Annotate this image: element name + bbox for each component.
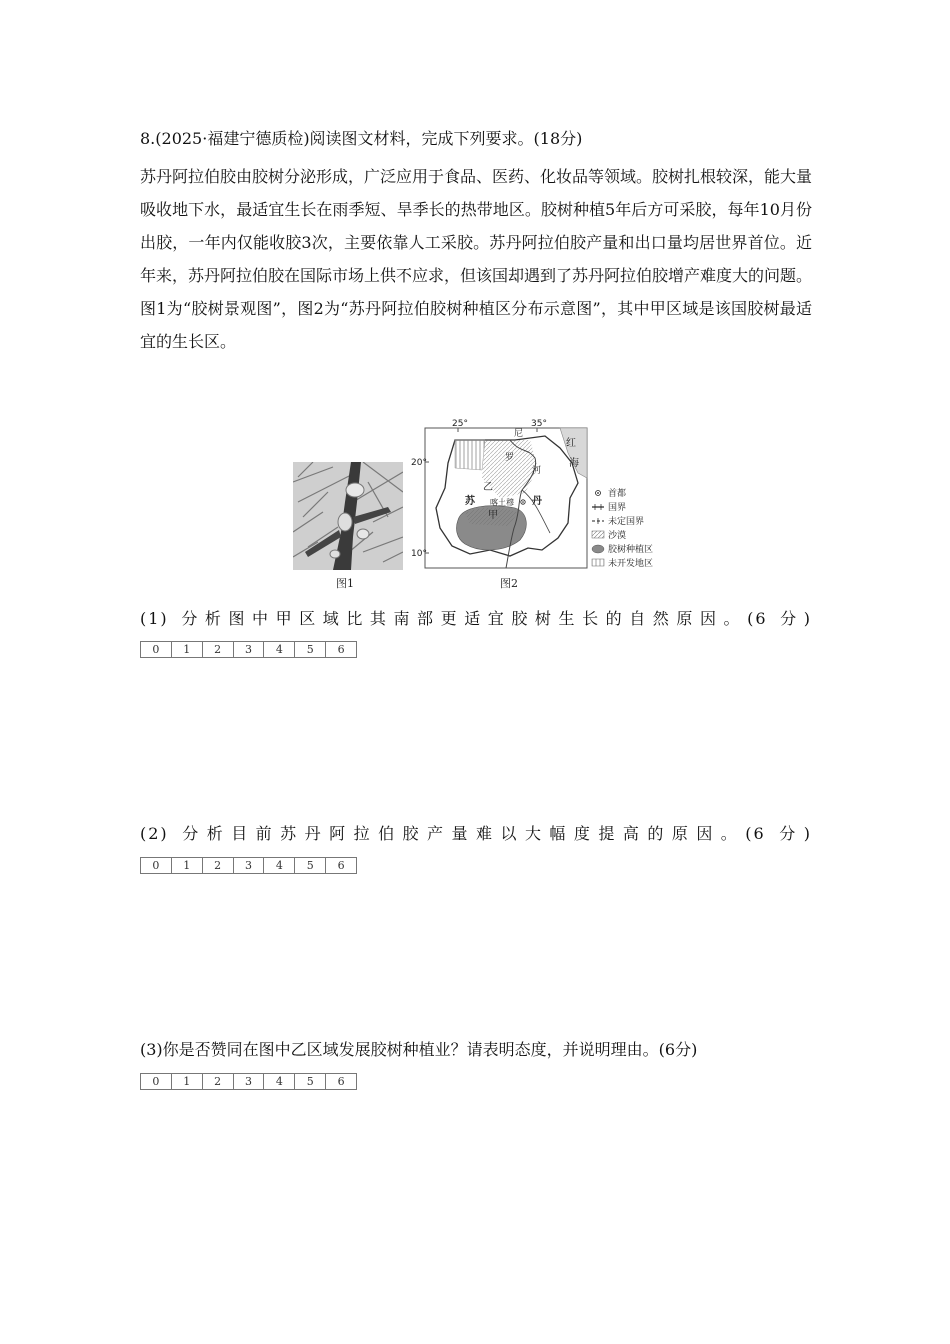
question-passage: 苏丹阿拉伯胶由胶树分泌形成，广泛应用于食品、医药、化妆品等领域。胶树扎根较深，能大量吸收地下水，最适宜生长在雨季短、旱季长的热带地区。胶树种植5年后方可采胶，每年10月份出胶，一年内仅能收胶3次，主要依靠人工采胶。苏丹阿拉伯胶产量和出口量均居世界首位。近年来，苏丹阿拉伯胶在国际市场上供不应求，但该国却遇到了苏丹阿拉伯胶增产难度大的问题。图1为“胶树景观图”，图2为“苏丹阿拉伯胶树种植区分布示意图”，其中甲区域是该国胶树最适宜的生长区。 — [140, 167, 813, 351]
legend-undefined-border: 未定国界 — [608, 517, 645, 527]
label-he: 河 — [532, 466, 542, 476]
score-cell-4[interactable]: 4 — [264, 1074, 295, 1089]
score-cell-2[interactable]: 2 — [203, 642, 234, 657]
label-red: 红 — [566, 438, 576, 449]
score-cell-0[interactable]: 0 — [141, 858, 172, 873]
score-cell-0[interactable]: 0 — [141, 1074, 172, 1089]
score-cell-1[interactable]: 1 — [172, 642, 203, 657]
lat-label-20: 20° — [411, 458, 427, 468]
label-ni: 尼 — [514, 429, 524, 439]
subquestion-2: (2) 分析目前苏丹阿拉伯胶产量难以大幅度提高的原因。(6 分) — [140, 824, 812, 843]
score-cell-5[interactable]: 5 — [295, 642, 326, 657]
lon-label-35: 35° — [531, 419, 547, 429]
label-su: 苏 — [465, 496, 475, 507]
label-capital: 喀土穆 — [490, 498, 514, 507]
score-cell-6[interactable]: 6 — [337, 643, 345, 656]
score-cell-3[interactable]: 3 — [234, 1074, 265, 1089]
subquestion-1: (1) 分析图中甲区域比其南部更适宜胶树生长的自然原因。(6 分) — [140, 609, 812, 628]
score-box-2[interactable] — [140, 857, 357, 874]
label-dan: 丹 — [532, 496, 542, 507]
map-legend — [592, 487, 653, 569]
gum-tree-photo — [293, 462, 403, 570]
score-cell-4[interactable]: 4 — [264, 858, 295, 873]
score-cell-0[interactable]: 0 — [141, 642, 172, 657]
label-jia: 甲 — [488, 510, 498, 521]
label-luo: 罗 — [505, 453, 515, 463]
score-cell-5[interactable]: 5 — [295, 858, 326, 873]
score-cell-2[interactable]: 2 — [203, 1074, 234, 1089]
lat-label-10: 10° — [411, 549, 427, 559]
score-cell-5[interactable]: 5 — [295, 1074, 326, 1089]
lon-label-25: 25° — [452, 419, 468, 429]
score-cell-6[interactable]: 6 — [337, 859, 345, 872]
legend-capital: 首都 — [608, 489, 627, 499]
score-cell-4[interactable]: 4 — [264, 642, 295, 657]
score-box-3[interactable] — [140, 1073, 357, 1090]
legend-undeveloped: 未开发地区 — [608, 559, 654, 569]
score-cell-2[interactable]: 2 — [203, 858, 234, 873]
score-cell-6[interactable]: 6 — [337, 1075, 345, 1088]
score-cell-3[interactable]: 3 — [234, 858, 265, 873]
subquestion-3: (3)你是否赞同在图中乙区域发展胶树种植业？请表明态度，并说明理由。(6分) — [140, 1040, 698, 1059]
score-box-1[interactable] — [140, 641, 357, 658]
score-cell-3[interactable]: 3 — [234, 642, 265, 657]
legend-border: 国界 — [608, 503, 627, 513]
legend-desert: 沙漠 — [608, 531, 627, 541]
figure1-caption: 图1 — [336, 577, 354, 590]
figure2-caption: 图2 — [500, 577, 518, 590]
sudan-map — [410, 418, 670, 578]
label-sea: 海 — [569, 458, 579, 469]
score-cell-1[interactable]: 1 — [172, 858, 203, 873]
legend-planting: 胶树种植区 — [608, 545, 654, 555]
score-cell-1[interactable]: 1 — [172, 1074, 203, 1089]
label-yi: 乙 — [483, 482, 493, 493]
question-title: 8.(2025·福建宁德质检)阅读图文材料，完成下列要求。(18分) — [140, 129, 583, 148]
